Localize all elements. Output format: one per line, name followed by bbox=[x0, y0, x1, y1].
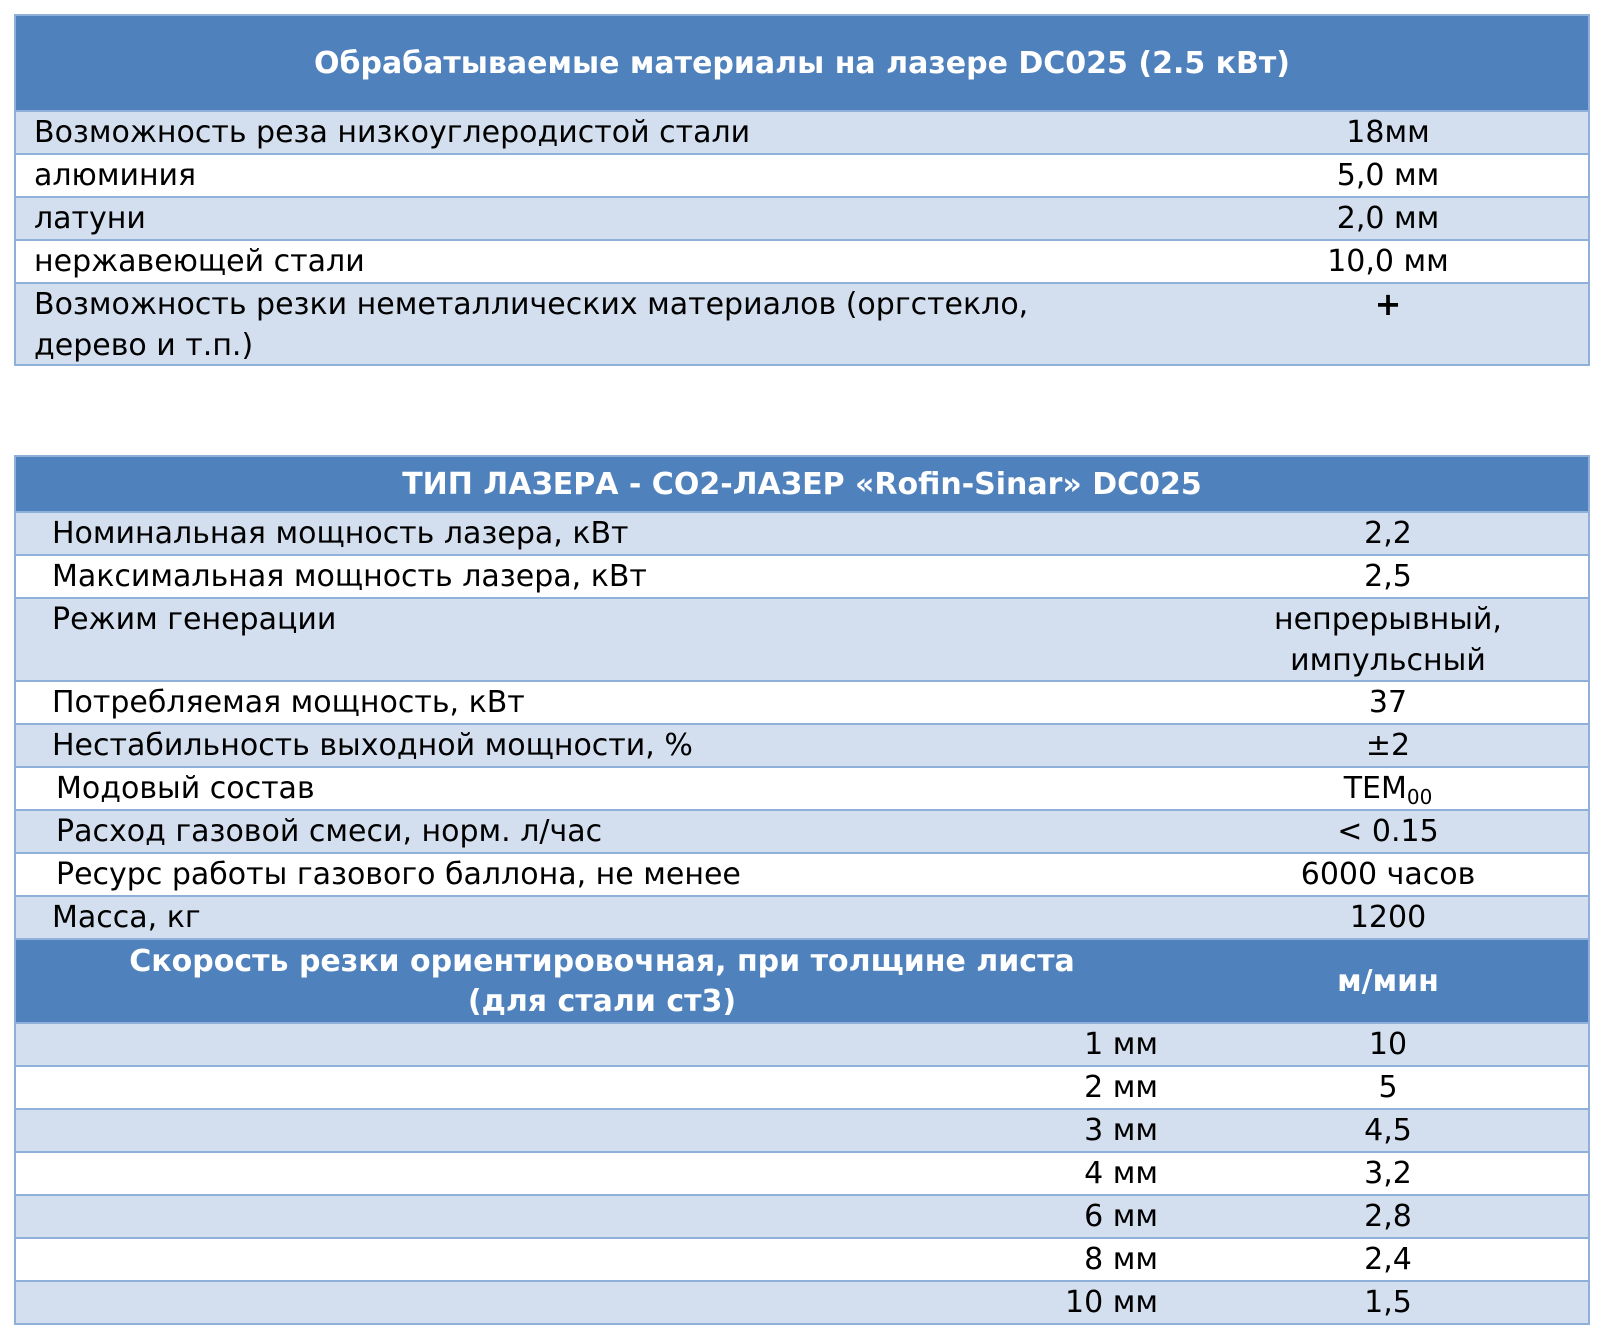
row-label: Возможность реза низкоуглеродистой стали bbox=[34, 115, 751, 150]
speed-header bbox=[16, 938, 1588, 1022]
table-row bbox=[16, 597, 1588, 680]
speed-value: 2,4 bbox=[1364, 1242, 1412, 1277]
row-value: 2,0 мм bbox=[1336, 201, 1440, 236]
thickness-value: 10 мм bbox=[1065, 1285, 1158, 1320]
thickness-value: 1 мм bbox=[1084, 1027, 1158, 1062]
laser-table-title: ТИП ЛАЗЕРА - CO2-ЛАЗЕР «Rofin-Sinar» DC025 bbox=[16, 457, 1588, 511]
table-row bbox=[16, 852, 1588, 895]
thickness-value: 8 мм bbox=[1084, 1242, 1158, 1277]
speed-value: 3,2 bbox=[1364, 1156, 1412, 1191]
table-row bbox=[16, 1194, 1588, 1237]
thickness-value: 2 мм bbox=[1084, 1070, 1158, 1105]
table-row bbox=[16, 282, 1588, 364]
speed-value: 5 bbox=[1378, 1070, 1398, 1105]
table-row bbox=[16, 680, 1588, 723]
row-value: 37 bbox=[1368, 685, 1408, 720]
table-row bbox=[16, 766, 1588, 809]
row-label: Максимальная мощность лазера, кВт bbox=[52, 559, 647, 594]
table-row bbox=[16, 239, 1588, 282]
thickness-value: 3 мм bbox=[1084, 1113, 1158, 1148]
thickness-value: 6 мм bbox=[1084, 1199, 1158, 1234]
speed-header-line: Скорость резки ориентировочная, при толщине листа bbox=[129, 944, 1075, 979]
row-label: Режим генерации bbox=[52, 602, 337, 637]
table-row bbox=[16, 1108, 1588, 1151]
row-value bbox=[1188, 599, 1588, 680]
table-row bbox=[16, 1022, 1588, 1065]
row-label: нержавеющей стали bbox=[34, 244, 365, 279]
row-value: 2,5 bbox=[1364, 559, 1412, 594]
materials-table-title: Обрабатываемые материалы на лазере DC025 (2.5 кВт) bbox=[16, 16, 1588, 110]
row-label: Расход газовой смеси, норм. л/час bbox=[56, 814, 603, 849]
row-label-line: Возможность резки неметаллических материалов (оргстекло, bbox=[34, 287, 1029, 322]
row-label: Масса, кг bbox=[52, 900, 201, 935]
row-label-line: дерево и т.п.) bbox=[34, 328, 254, 363]
row-value-subscript: 00 bbox=[1406, 785, 1433, 809]
speed-unit: м/мин bbox=[1337, 963, 1439, 999]
row-value-line: непрерывный, bbox=[1274, 602, 1502, 637]
row-label bbox=[16, 284, 1188, 364]
row-label: Ресурс работы газового баллона, не менее bbox=[56, 857, 741, 892]
laser-table bbox=[14, 455, 1590, 1325]
plus-mark: + bbox=[1374, 285, 1402, 323]
table-row bbox=[16, 1065, 1588, 1108]
table-row bbox=[16, 1151, 1588, 1194]
row-value: 10,0 мм bbox=[1327, 244, 1449, 279]
table-row bbox=[16, 1237, 1588, 1280]
table-row bbox=[16, 809, 1588, 852]
table-row bbox=[16, 895, 1588, 938]
row-label: латуни bbox=[34, 201, 146, 236]
row-value: 1200 bbox=[1349, 900, 1427, 935]
row-label: Потребляемая мощность, кВт bbox=[52, 685, 525, 720]
row-value bbox=[1188, 768, 1588, 809]
table-row bbox=[16, 511, 1588, 554]
table-row bbox=[16, 723, 1588, 766]
row-value: 6000 часов bbox=[1300, 857, 1476, 892]
speed-value: 10 bbox=[1368, 1027, 1408, 1062]
row-label: Модовый состав bbox=[56, 771, 315, 806]
table-row bbox=[16, 153, 1588, 196]
row-value: ±2 bbox=[1365, 728, 1411, 763]
thickness-value: 4 мм bbox=[1084, 1156, 1158, 1191]
speed-value: 2,8 bbox=[1364, 1199, 1412, 1234]
speed-header-label bbox=[16, 940, 1188, 1022]
row-value: 18мм bbox=[1346, 115, 1430, 150]
speed-value: 4,5 bbox=[1364, 1113, 1412, 1148]
row-label: Нестабильность выходной мощности, % bbox=[52, 728, 693, 763]
table-row bbox=[16, 110, 1588, 153]
materials-table bbox=[14, 14, 1590, 366]
speed-header-line: (для стали ст3) bbox=[467, 984, 737, 1019]
row-label: Номинальная мощность лазера, кВт bbox=[52, 516, 629, 551]
table-row bbox=[16, 1280, 1588, 1323]
row-value: < 0.15 bbox=[1337, 814, 1439, 849]
table-row bbox=[16, 554, 1588, 597]
table-row bbox=[16, 196, 1588, 239]
row-value: 2,2 bbox=[1364, 516, 1412, 551]
row-value-line: импульсный bbox=[1290, 643, 1486, 678]
row-label: алюминия bbox=[34, 158, 197, 193]
speed-value: 1,5 bbox=[1364, 1285, 1412, 1320]
row-value-text: TEM bbox=[1343, 771, 1407, 806]
row-value: 5,0 мм bbox=[1336, 158, 1440, 193]
